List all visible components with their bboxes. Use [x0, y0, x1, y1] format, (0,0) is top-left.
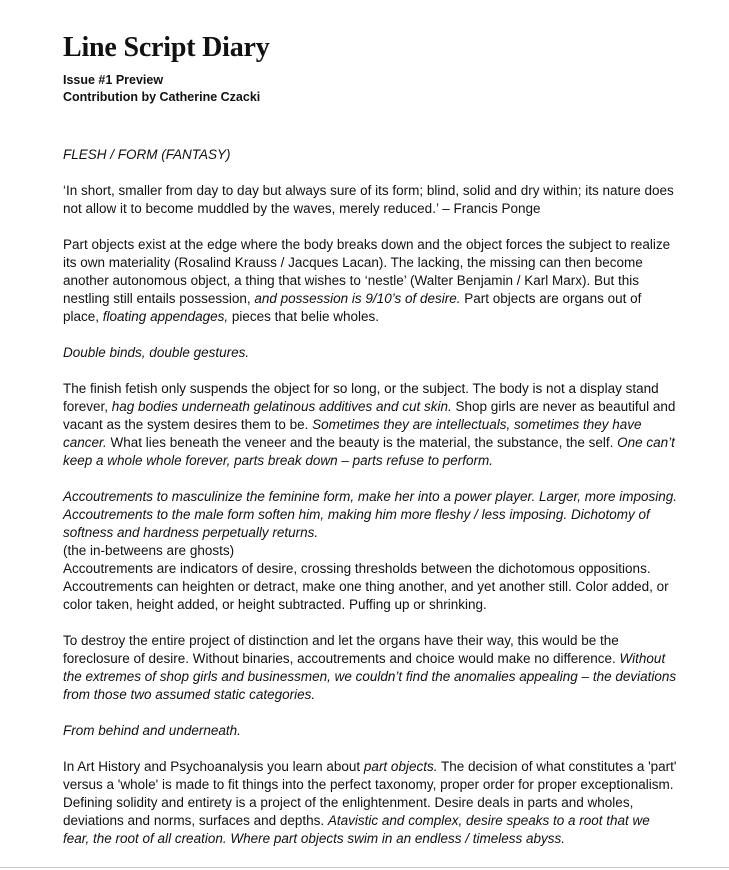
paragraph-accoutrements-italic — [63, 488, 678, 542]
italic-run: Accoutrements to masculinize the feminine form, make her into a power player. Larger, more imposing. Accoutrements to the male form soften him, making him more fleshy / less imposing. Dichotomy of softness and hardness perpetually returns. — [63, 489, 678, 540]
page-bottom-divider — [0, 867, 729, 868]
publication-title: Line Script Diary — [63, 32, 270, 63]
text-run: In Art History and Psychoanalysis you learn about — [63, 759, 364, 774]
issue-label: Issue #1 Preview — [63, 73, 164, 87]
paragraph-art-history — [63, 758, 678, 848]
section-heading — [63, 146, 678, 164]
italic-run: and possession is 9/10’s of desire. — [254, 291, 461, 306]
text-run: Part objects exist at the edge where the body breaks down and the object forces the subject to realize its own materiality (Rosalind Krauss / Jacques Lacan). The lacking, the missing can then become another autonomous object, a thing that wishes to ‘nestle’ (Walter Benjamin / Karl Marx). But this nestling still entails possession, — [63, 237, 671, 306]
text-run: The finish fetish only suspends the object for so long, or the subject. The body is not a display stand forever, — [63, 381, 659, 414]
text-run: The decision of what constitutes a 'part' versus a 'whole' is made to fit things into the perfect taxonomy, proper order for proper exceptionalism. Defining solidity and entirety is a project of the enlightenment. Desire deals in parts and wholes, deviations and norms, surfaces and depths. — [63, 759, 677, 828]
document-page — [63, 32, 678, 866]
subheading-text: From behind and underneath. — [63, 723, 241, 738]
text-run: pieces that belie wholes. — [228, 309, 379, 324]
paragraph-destroy-distinction — [63, 632, 678, 704]
italic-run: Sometimes they are intellectuals, sometimes they have cancer. — [63, 417, 642, 450]
paragraph-ghosts-aside: (the in-betweens are ghosts) — [63, 543, 235, 558]
subheading-text: Double binds, double gestures. — [63, 345, 250, 360]
paragraph-finish-fetish — [63, 380, 678, 470]
italic-run: One can’t keep a whole whole forever, parts break down – parts refuse to perform. — [63, 435, 675, 468]
italic-run: Atavistic and complex, desire speaks to a root that we fear, the root of all creation. Where part objects swim in an endless / timeless abyss. — [63, 813, 650, 846]
italic-run: floating appendages, — [102, 309, 229, 324]
paragraph-accoutrements: Accoutrements are indicators of desire, crossing thresholds between the dichotomous oppositions. Accoutrements can heighten or detract, make one thing another, and yet another still. Color added, or color taken, height added, or height subtracted. Puffing up or shrinking. — [63, 561, 669, 612]
epigraph-quote: ‘In short, smaller from day to day but always sure of its form; blind, solid and dry within; its nature does not allow it to become muddled by the waves, merely reduced.’ – Francis Ponge — [63, 183, 674, 216]
section-heading-text: FLESH / FORM (FANTASY) — [63, 147, 231, 162]
text-run: What lies beneath the veneer and the beauty is the material, the substance, the self. — [106, 435, 618, 450]
text-run: Part objects are organs out of place, — [63, 291, 642, 324]
subheading-double-binds — [63, 344, 678, 362]
contribution-credit: Contribution by Catherine Czacki — [63, 90, 261, 104]
article-body — [63, 146, 678, 848]
subheading-behind-underneath — [63, 722, 678, 740]
paragraph-part-objects — [63, 236, 678, 326]
text-run: To destroy the entire project of distinction and let the organs have their way, this would be the foreclosure of desire. Without binaries, accoutrements and choice would make no difference. — [63, 633, 620, 666]
italic-run: Without the extremes of shop girls and businessmen, we couldn’t find the anomalies appealing – the deviations from those two assumed static categories. — [63, 651, 677, 702]
italic-run: hag bodies underneath gelatinous additives and cut skin. — [111, 399, 452, 414]
italic-run: part objects. — [363, 759, 438, 774]
text-run: Shop girls are never as beautiful and vacant as the system desires them to be. — [63, 399, 676, 432]
